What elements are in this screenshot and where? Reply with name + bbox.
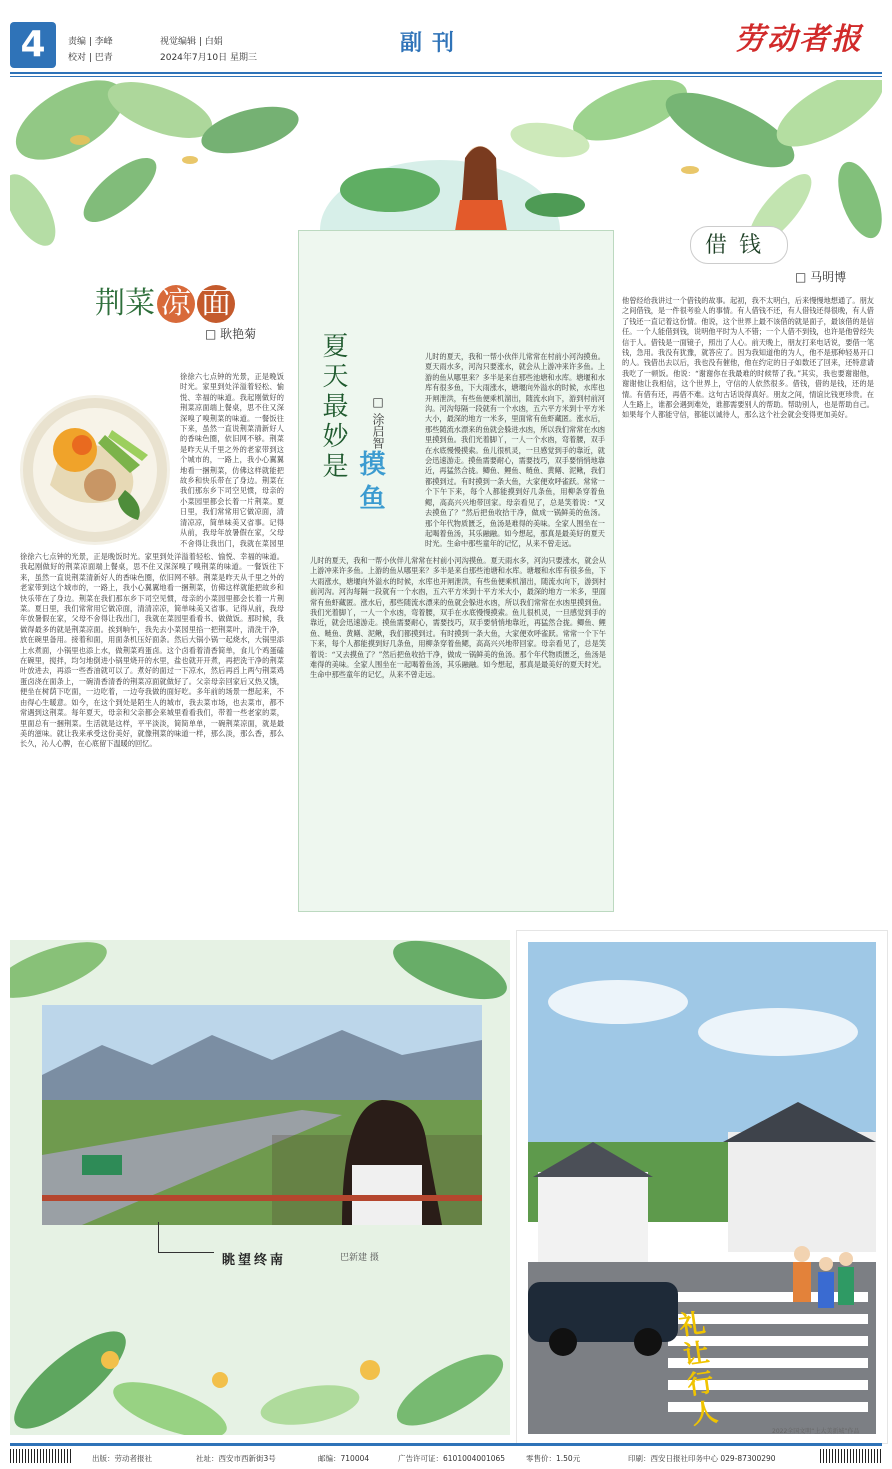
proof-label: 校对 <box>68 53 87 63</box>
proof-line: 校对 | 巴青 <box>68 53 113 63</box>
bridge-mountain-photo <box>42 1005 482 1225</box>
footer-publisher: 出版：劳动者报社 <box>92 1454 152 1463</box>
editor-label: 责编 <box>68 37 87 47</box>
article-right-body: 他曾经给我讲过一个借钱的故事。起初，我不太明白，后来慢慢地想通了。朋友之间借钱，是一件很考验人的事情。有人借钱不还，有人借钱还得很晚，有人借了钱还一直记着这份情。他说，这个世界上最不该借的就是面子，最该借的是信任。一个人能借到钱，说明他平时为人不错；一个人借不到钱，也许是他曾经失信于人。借钱是一面镜子，照出了人心。前天晚上，朋友打来电话说，要借一笔钱，急用。我没有犹豫，就答应了。因为我知道他的为人，他不是那种轻易开口的人。钱借出去以后，我也没有催他，他在约定的日子如数还了回来，还特意请我吃了一顿饭。他说：“谢谢你在我最难的时候帮了我。”其实，我也要谢谢他，谢谢他让我相信，这个世界上，守信的人依然很多。借钱，借的是钱，还的是情。有借有还，再借不难。这句古话说得真好。朋友之间，情谊比钱更珍贵。在人生路上，谁都会遇到难处，谁都需要别人的帮助。帮助别人，也是帮助自己。如果每个人都能守信，都能以诚待人，那么这个社会就会变得更加美好。 <box>622 296 874 420</box>
article-left-body-top: 徐徐六七点钟的光景，正是晚饭时光。家里到处洋溢着轻松、愉悦、幸福的味道。我起刚做好的荆菜凉面端上餐桌，思不住又深深嗅了嗅荆菜的味道。一餐饭往下来，虽然一直说荆菜清新好人的香味色圈，依旧网不够。荆菜是昨天从千里之外的老家带到这个城市的，一路上，我小心翼翼地看一捆荆菜，仿佛这样就能把故乡和快乐带在了身边。荆菜在我们那东乡下司空见惯，母亲的小菜园里都会长着一片荆菜。夏日里，我们常常用它做凉面，清清凉凉，简单味美又省事。记得从前，我母年放暑假在家，父母不舍得让我出门，我就在菜园里 <box>180 372 284 548</box>
masthead-rule-thin <box>10 76 882 77</box>
editor-line: 责编 | 李峰 <box>68 37 113 47</box>
page-number: 4 <box>10 22 56 68</box>
article-right-title: 借钱 <box>705 233 774 258</box>
editor-name: 李峰 <box>94 37 113 47</box>
barcode-left <box>10 1449 72 1463</box>
footer-ad-license: 广告许可证：6101004001065 <box>398 1454 506 1463</box>
road-marking-text: 礼让行人 <box>672 1308 720 1432</box>
article-right-author: □ 马明博 <box>795 270 847 284</box>
article-left-body-bottom: 徐徐六七点钟的光景，正是晚饭时光。家里到处洋溢着轻松、愉悦、幸福的味道。我起刚做好的荆菜凉面端上餐桌，思不住又深深嗅了嗅荆菜的味道。一餐饭往下来，虽然一直说荆菜清新好人的香味色圈，依旧网不够。荆菜是昨天从千里之外的老家带到这个城市的，一路上，我小心翼翼地看一捆荆菜，仿佛这样就能把故乡和快乐带在了身边。荆菜在我们那东乡下司空见惯，母亲的小菜园里都会长着一片荆菜。夏日里，我们常常用它做凉面，清清凉凉，简单味美又省事。记得从前，我母年放暑假在家，父母不舍得让我出门，我就在菜园里看看书、做做饭。那时候，我做得最多的就是荆菜凉面。挨到晌午，我先去小菜园里掐一把荆菜叶，清洗干净，放在碗里备用。接着和面，用面条机压好面条。然后大锅小锅一起烧水，大锅里添上水煮面，小锅里也添上水，做荆菜鸡蛋卤。这个卤看着清香简单，食儿个鸡蛋磕在碗里，搅拌，均匀地倒进小锅里烧开的水里，盐也就开开煮，再把洗干净的荆菜叶放进去，再添一些香油就可以了。煮好的面过一下凉水，然后再舀上两勺荆菜鸡蛋卤浇在面条上，一碗清香清香的荆菜凉面就做好了。父亲母亲回家后又热又饿，便坐在树荫下吃面，一边吃着，一边夸我做的面好吃。多年前的场景一想起来，不由得心生暖意。如今，在这个到处是陌生人的城市，我去菜市场，也去菜市，都不常遇到这荆菜。每年夏天，母亲和父亲都会来城里看看我们，带着一些老家的菜，里面总有一捆荆菜。生活就是这样，平平淡淡，简简单单，一碗荆菜凉面，就是最美的滋味。就让我来承受这份美好，就像荆菜的味道一样，那么淡，那么香，那么长久，沁人心脾，在心底留下温暖的回忆。 <box>20 552 284 749</box>
date-line <box>160 50 257 63</box>
brand-logo: 劳动者报 <box>735 22 863 57</box>
article-left-author: □ 耿艳菊 <box>205 327 257 341</box>
section-title: 副刊 <box>400 30 465 56</box>
visual-name: 白娟 <box>204 37 223 47</box>
title-circle-1: 凉 <box>157 285 195 323</box>
proof-name: 巴青 <box>94 53 113 63</box>
article-middle-body-top: 儿时的夏天，我和一帮小伙伴儿常常在村前小河沟摸鱼。夏天雨水多，河沟只要涨水，就会从上游冲来许多鱼。上游的鱼从哪里来？多半是来自那些池塘和水库。塘堰和水库有很多鱼，下大雨涨水，塘堰向外溢水的时候，水库也开闸泄洪，有些鱼便乘机溜出，随流水向下，游到村前河沟。河沟每隔一段就有一个水凼，五六平方米到十平方米大小，最深的地方一米多，里面常有鱼虾藏匿。涨水后，那些随流水漂来的鱼就会躲进水凼，所以我们常常在水凼里摸到鱼。我们光着脚丫，一人一个水凼，弯着腰，双手在水底慢慢摸索。鱼儿很机灵，一旦感觉到手的靠近，就会迅速游走。摸鱼需要耐心，需要技巧，双手要悄悄地靠近，再猛然合拢。鲫鱼、鲤鱼、鲢鱼、黄鳝、泥鳅，我们都摸到过。有时摸到一条大鱼，大家便欢呼雀跃。常常一个下午下来，每个人都能摸到好几条鱼，用柳条穿着鱼鳃，高高兴兴地带回家。母亲看见了，总是笑着说：“又去摸鱼了？”然后把鱼收拾干净，做成一锅鲜美的鱼汤。那个年代物质匮乏，鱼汤是难得的美味。全家人围坐在一起喝着鱼汤，其乐融融。如今想起，那真是最美好的夏天时光。生命中那些童年的记忆，从来不曾走远。 <box>425 352 605 549</box>
issue-date: 2024年7月10日 <box>160 53 228 63</box>
footer-postcode: 邮编：710004 <box>318 1454 370 1463</box>
issue-weekday: 星期三 <box>229 53 257 63</box>
footer-price: 零售价：1.50元 <box>526 1454 581 1463</box>
masthead-rule <box>10 72 882 74</box>
article-left-title <box>95 278 235 323</box>
caption-leader <box>158 1222 159 1252</box>
barcode-right <box>820 1449 882 1463</box>
caption-leader-h <box>158 1252 214 1253</box>
article-middle-body-bottom: 儿时的夏天，我和一帮小伙伴儿常常在村前小河沟摸鱼。夏天雨水多，河沟只要涨水，就会从上游冲来许多鱼。上游的鱼从哪里来？多半是来自那些池塘和水库。塘堰和水库有很多鱼，下大雨涨水，塘堰向外溢水的时候，水库也开闸泄洪，有些鱼便乘机溜出，随流水向下，游到村前河沟。河沟每隔一段就有一个水凼，五六平方米到十平方米大小，最深的地方一米多，里面常有鱼虾藏匿。涨水后，那些随流水漂来的鱼就会躲进水凼，所以我们常常在水凼里摸到鱼。我们光着脚丫，一人一个水凼，弯着腰，双手在水底慢慢摸索。鱼儿很机灵，一旦感觉到手的靠近，就会迅速游走。摸鱼需要耐心，需要技巧，双手要悄悄地靠近，再猛然合拢。鲫鱼、鲤鱼、鲢鱼、黄鳝、泥鳅，我们都摸到过。有时摸到一条大鱼，大家便欢呼雀跃。常常一个下午下来，每个人都能摸到好几条鱼，用柳条穿着鱼鳃，高高兴兴地带回家。母亲看见了，总是笑着说：“又去摸鱼了？”然后把鱼收拾干净，做成一锅鲜美的鱼汤。那个年代物质匮乏，鱼汤是难得的美味。全家人围坐在一起喝着鱼汤，其乐融融。如今想起，那真是最美好的夏天时光。生命中那些童年的记忆，从来不曾走远。 <box>310 556 606 680</box>
title-circle-2: 面 <box>197 285 235 323</box>
photo-caption: 眺望终南 <box>222 1253 287 1268</box>
footer-printer: 印刷：西安日报社印务中心 029-87300290 <box>628 1454 776 1463</box>
article-middle-author: □ 涂启智 <box>371 395 385 449</box>
title-text: 荆菜 <box>95 286 155 321</box>
photo-credit: 巴新建 摄 <box>340 1253 379 1263</box>
visual-line: 视觉编辑 | 白娟 <box>160 37 223 47</box>
article-middle-subtitle: 摸鱼 <box>355 450 385 518</box>
article-middle-title: 夏天最妙是 <box>318 332 348 482</box>
footer-address: 社址：西安市西新街3号 <box>196 1454 276 1463</box>
illustration-credit: 2022全国文明“上大美新城”作品 <box>772 1428 860 1435</box>
visual-label: 视觉编辑 <box>160 37 197 47</box>
noodle-bowl-photo <box>20 395 170 545</box>
